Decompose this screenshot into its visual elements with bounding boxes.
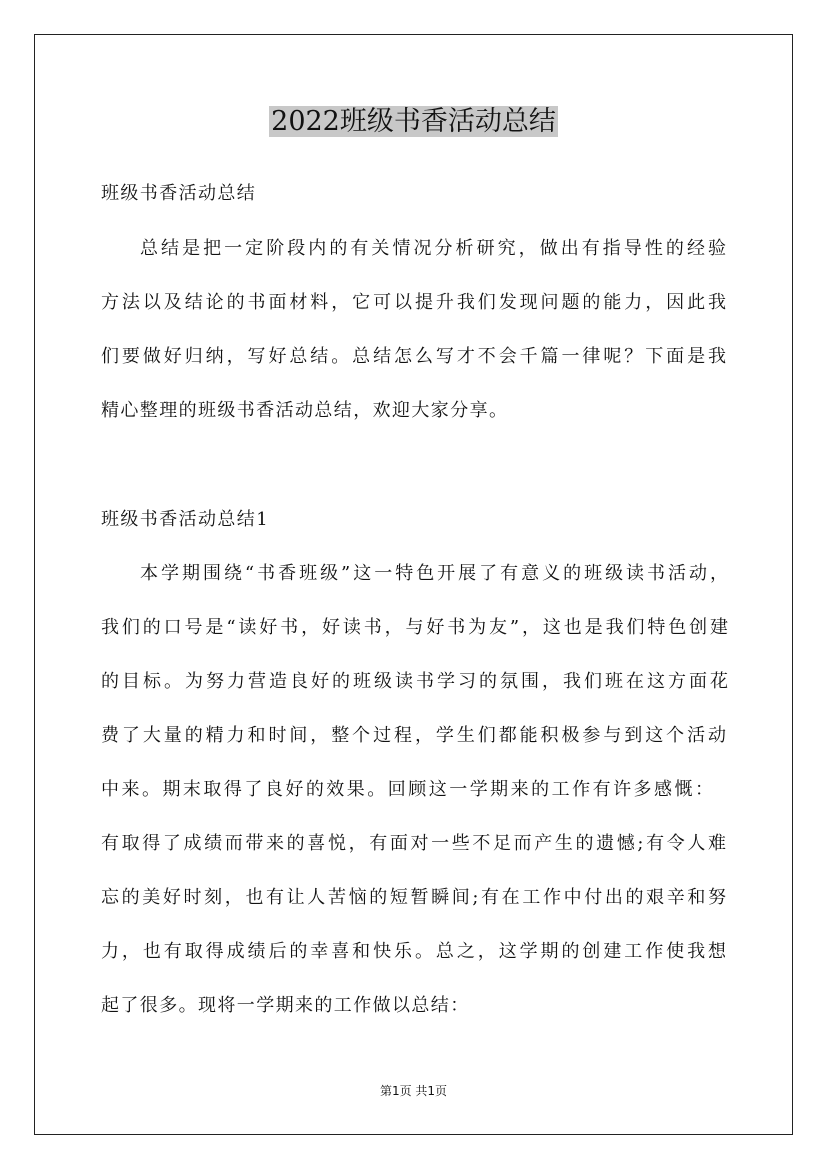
intro-line-3: 们要做好归纳，写好总结。总结怎么写才不会千篇一律呢？下面是我 — [101, 346, 726, 367]
body-line-7: 忘的美好时刻，也有让人苦恼的短暂瞬间;有在工作中付出的艰辛和努 — [101, 887, 726, 908]
document-title: 2022班级书香活动总结 — [271, 106, 556, 137]
body-line-3: 的目标。为努力营造良好的班级读书学习的氛围，我们班在这方面花 — [101, 671, 728, 692]
section-heading-2: 班级书香活动总结1 — [101, 509, 270, 530]
section-heading-1: 班级书香活动总结 — [101, 183, 257, 204]
document-title-wrap — [0, 104, 827, 140]
intro-line-2: 方法以及结论的书面材料，它可以提升我们发现问题的能力，因此我 — [101, 292, 726, 313]
body-line-6: 有取得了成绩而带来的喜悦，有面对一些不足而产生的遗憾;有令人难 — [101, 833, 726, 854]
body-line-4: 费了大量的精力和时间，整个过程，学生们都能积极参与到这个活动 — [101, 725, 726, 746]
page-footer: 第1页 共1页 — [379, 1084, 448, 1098]
body-line-5: 中来。期末取得了良好的效果。回顾这一学期来的工作有许多感慨： — [101, 779, 713, 800]
body-line-9: 起了很多。现将一学期来的工作做以总结： — [101, 995, 470, 1016]
body-line-2: 我们的口号是“读好书，好读书，与好书为友”，这也是我们特色创建 — [101, 617, 728, 638]
body-line-8: 力，也有取得成绩后的幸喜和快乐。总之，这学期的创建工作使我想 — [101, 941, 726, 962]
intro-line-4: 精心整理的班级书香活动总结，欢迎大家分享。 — [101, 400, 509, 421]
intro-line-1: 总结是把一定阶段内的有关情况分析研究，做出有指导性的经验 — [140, 238, 726, 259]
body-line-1: 本学期围绕“书香班级”这一特色开展了有意义的班级读书活动， — [140, 563, 728, 584]
